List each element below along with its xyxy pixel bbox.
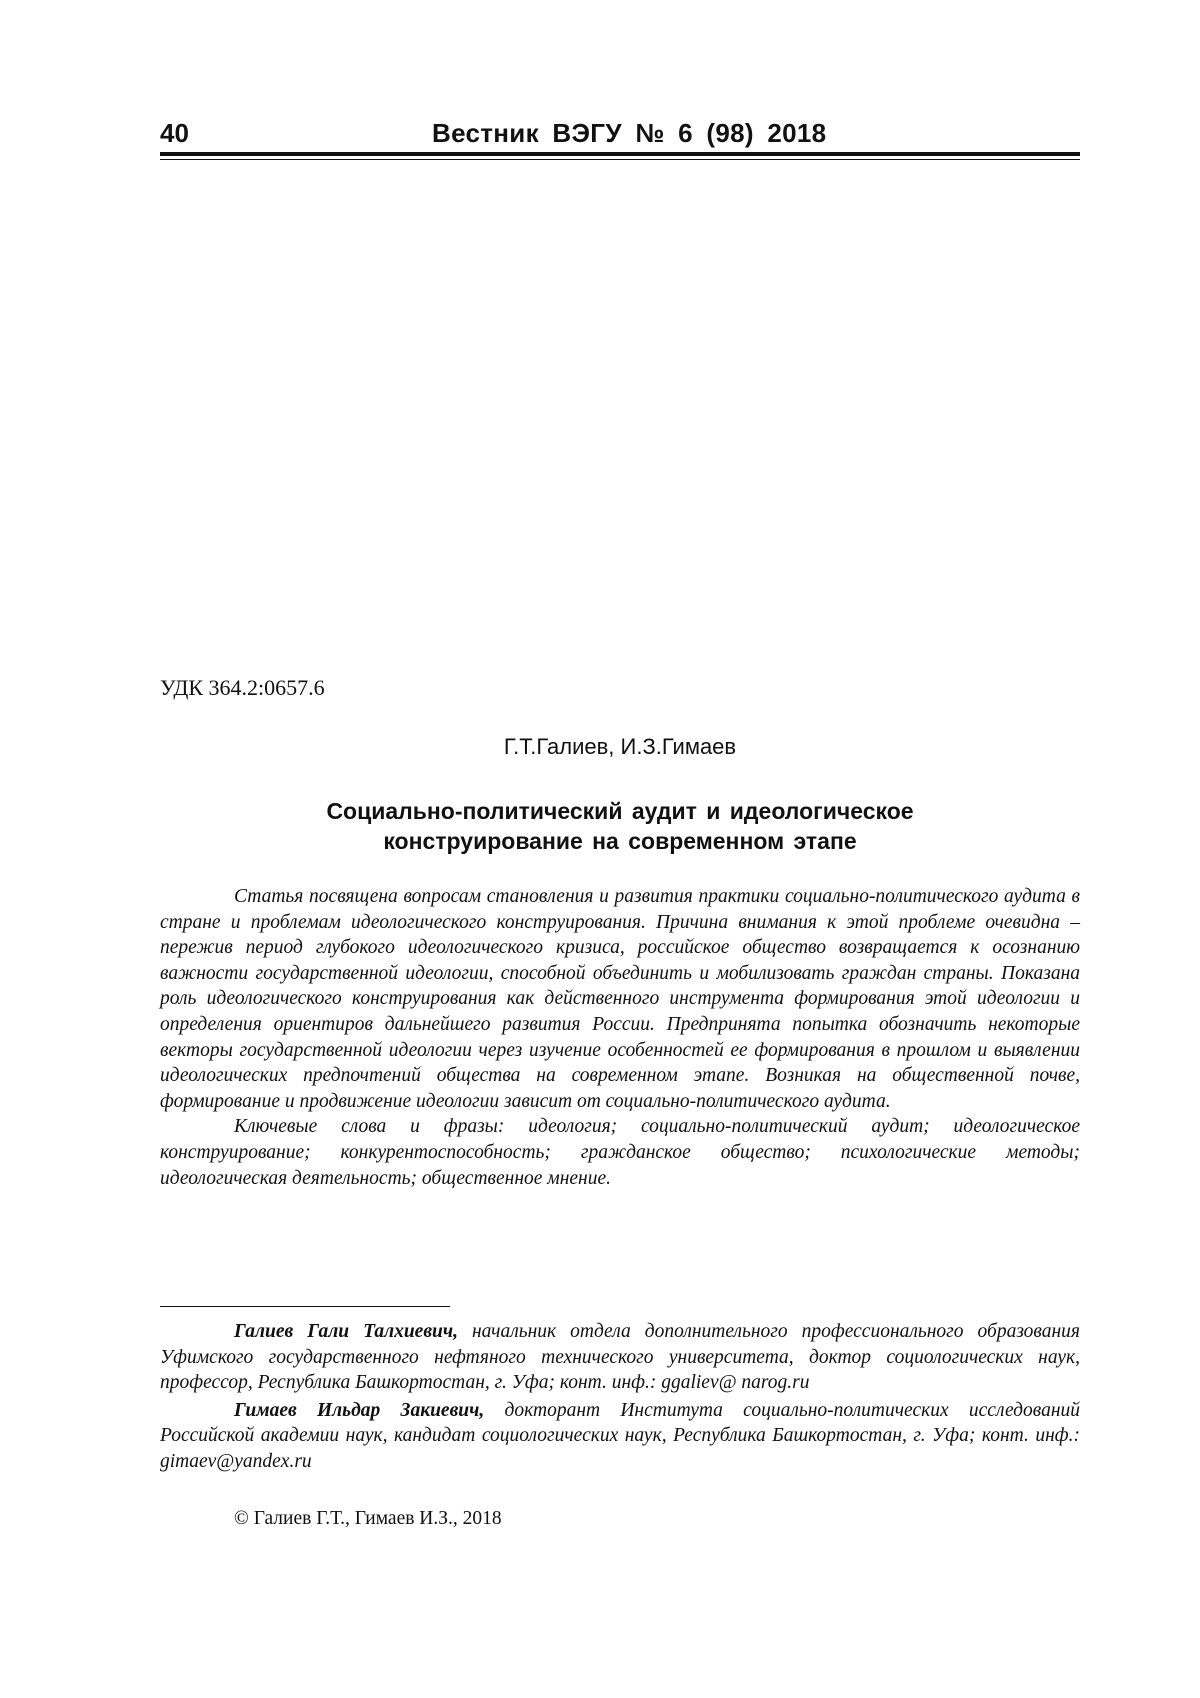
abstract [160, 884, 1080, 1191]
author-footnote-text: начальник отдела дополнительного профессионального образования Уфимского государственного нефтяного технического университета, доктор социологических наук, профессор, Республика Башкортостан, г. Уфа; конт. инф.: ggaliev@ narog.ru [160, 1321, 1080, 1394]
author-footnotes [160, 1319, 1080, 1477]
keywords: Ключевые слова и фразы: идеология; социально-политический аудит; идеологическое конструирование; конкурентоспособность; гражданское общество; психологические методы; идеологическая деятельность; общественное мнение. [160, 1116, 1080, 1189]
abstract-text: Статья посвящена вопросам становления и развития практики социально-политического аудита в стране и проблемам идеологического конструирования. Причина внимания к этой проблеме очевидна – пережив период глубокого идеологического кризиса, российское общество возвращается к осознанию важности государственной идеологии, способной объединить и мобилизовать граждан страны. Показана роль идеологического конструирования как действенного инструмента формирования этой идеологии и определения ориентиров дальнейшего развития России. Предпринята попытка обозначить некоторые векторы государственной идеологии через изучение особенностей ее формирования в прошлом и выявлении идеологических предпочтений общества на современном этапе. Возникая на общественной почве, формирование и продвижение идеологии зависит от социально-политического аудита. [160, 886, 1080, 1112]
author-footnote-name: Галиев Гали Талхиевич, [234, 1321, 459, 1342]
author-footnote-name: Гимаев Ильдар Закиевич, [234, 1399, 485, 1421]
journal-title: Вестник ВЭГУ № 6 (98) 2018 [432, 118, 827, 148]
article-title [160, 796, 1080, 856]
running-head [160, 112, 1080, 152]
author-footnote [160, 1398, 1080, 1475]
article-authors: Г.Т.Галиев, И.З.Гимаев [503, 734, 737, 759]
header-rule-thin [160, 159, 1080, 160]
author-footnote [160, 1319, 1080, 1396]
page-number: 40 [160, 118, 189, 148]
article-title-line-1: Социально-политический аудит и идеологическое [326, 798, 914, 824]
author-footnote-text: докторант Института социально-политических исследований Российской академии наук, кандидат социологических наук, Республика Башкортостан, г. Уфа; конт. инф.: gimaev@yandex.ru [160, 1399, 1080, 1472]
udc-code: УДК 364.2:0657.6 [160, 675, 325, 700]
article-title-line-2: конструирование на современном этапе [383, 828, 857, 854]
footnote-rule [160, 1306, 450, 1307]
header-rule-thick [160, 152, 1080, 156]
copyright-notice: © Галиев Г.Т., Гимаев И.З., 2018 [234, 1508, 502, 1529]
